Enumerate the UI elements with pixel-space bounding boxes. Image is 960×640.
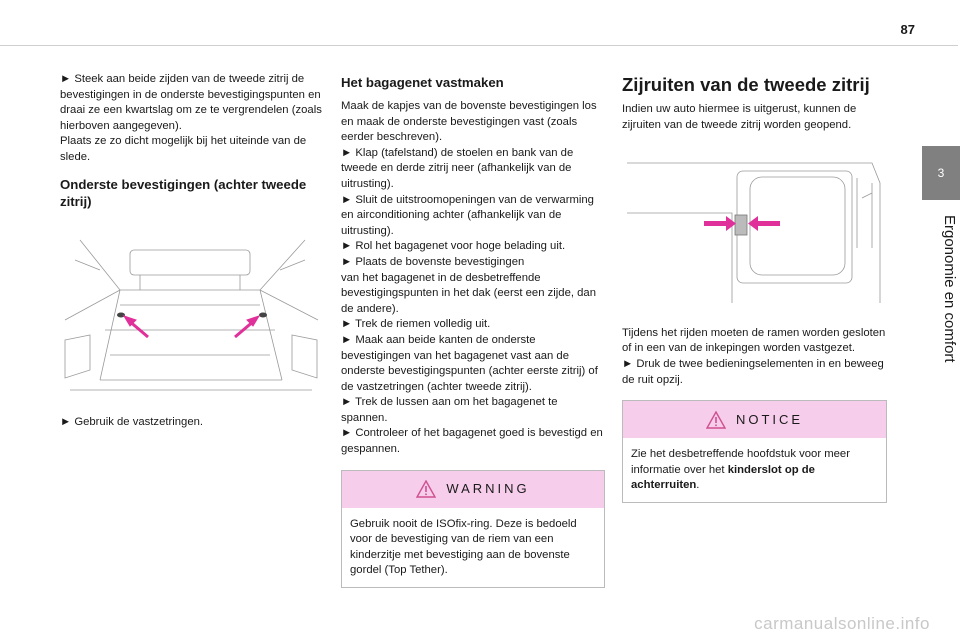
notice-title: NOTICE (735, 411, 804, 427)
warning-triangle-icon (416, 480, 436, 498)
column-left (60, 72, 322, 437)
section-heading-side-windows: Zijruiten van de tweede zitrij (622, 74, 870, 95)
cargo-floor-illustration (60, 230, 322, 400)
section-heading-lower-mounts: Onderste bevestigingen (achter tweede zitrij) (60, 176, 307, 209)
header-divider (0, 45, 958, 46)
column-right (622, 72, 887, 503)
notice-text-end: . (696, 479, 700, 492)
column-middle (341, 72, 605, 588)
section-heading-cargo-net: Het bagagenet vastmaken (341, 75, 504, 90)
side-windows-intro: Indien uw auto hiermee is uitgerust, kunnen de zijruiten van de tweede zitrij worden geopend. (622, 103, 857, 131)
warning-title: WARNING (446, 481, 530, 497)
notice-triangle-icon (706, 411, 726, 429)
warning-box (341, 470, 605, 588)
intro-text: ► Steek aan beide zijden van de tweede zitrij de bevestigingen in de onderste bevestigingspunten en draai ze een kwartslag om ze te vergrendelen (zoals hierboven aangegeven). Plaats ze zo dicht mogelijk bij het uiteinde van de slede. (60, 73, 322, 163)
sliding-window-illustration (622, 153, 884, 308)
notice-link-text: kinderslot op de achterruiten (631, 463, 815, 492)
notice-box (622, 400, 887, 503)
notice-header (623, 401, 886, 438)
page-number: 87 (900, 22, 915, 37)
warning-header (342, 471, 604, 508)
chapter-tab[interactable]: 3 (922, 146, 960, 200)
use-rings-text: ► Gebruik de vastzetringen. (60, 416, 204, 429)
watermark: carmanualsonline.info (754, 614, 930, 633)
cargo-net-instructions: Maak de kapjes van de bovenste bevestigingen los en maak de onderste bevestigingen vast (zoals eerder beschreven). ► Klap (tafelstand) de stoelen en bank van de tweede en derde zitrij neer (afhankelijk van de uitrusting). ► Sluit de uitstroomopeningen van de verwarming en airconditioning achter (afhankelijk van de uitrusting). ► Rol het bagagenet voor hoge belading uit. ► Plaats de bovenste bevestigingen van het bagagenet in de desbetreffende bevestigingspunten in het dak (eerst een zijde, dan de andere). ► Trek de riemen volledig uit. ► Maak aan beide kanten de onderste bevestigingen van het bagagenet vast aan de onderste bevestigingspunten (achter eerste zitrij) of de vastzetringen (achter tweede zitrij). ► Trek de lussen aan om het bagagenet te spannen. ► Controleer of het bagagenet goed is bevestigd en gespannen. (341, 100, 603, 456)
notice-text (631, 447, 878, 494)
warning-text: Gebruik nooit de ISOfix-ring. Deze is bedoeld voor de bevestiging van de riem van een kinderzitje met bevestiging aan de bovenste gordel (Top Tether). (350, 517, 577, 577)
notice-text-part: Zie het desbetreffende hoofdstuk voor meer informatie over het (631, 448, 850, 476)
chapter-title: Ergonomie en comfort (941, 215, 958, 363)
side-windows-instructions: Tijdens het rijden moeten de ramen worden gesloten of in een van de inkepingen worden vastgezet. ► Druk de twee bedieningselementen in en beweeg de ruit opzij. (622, 326, 886, 386)
